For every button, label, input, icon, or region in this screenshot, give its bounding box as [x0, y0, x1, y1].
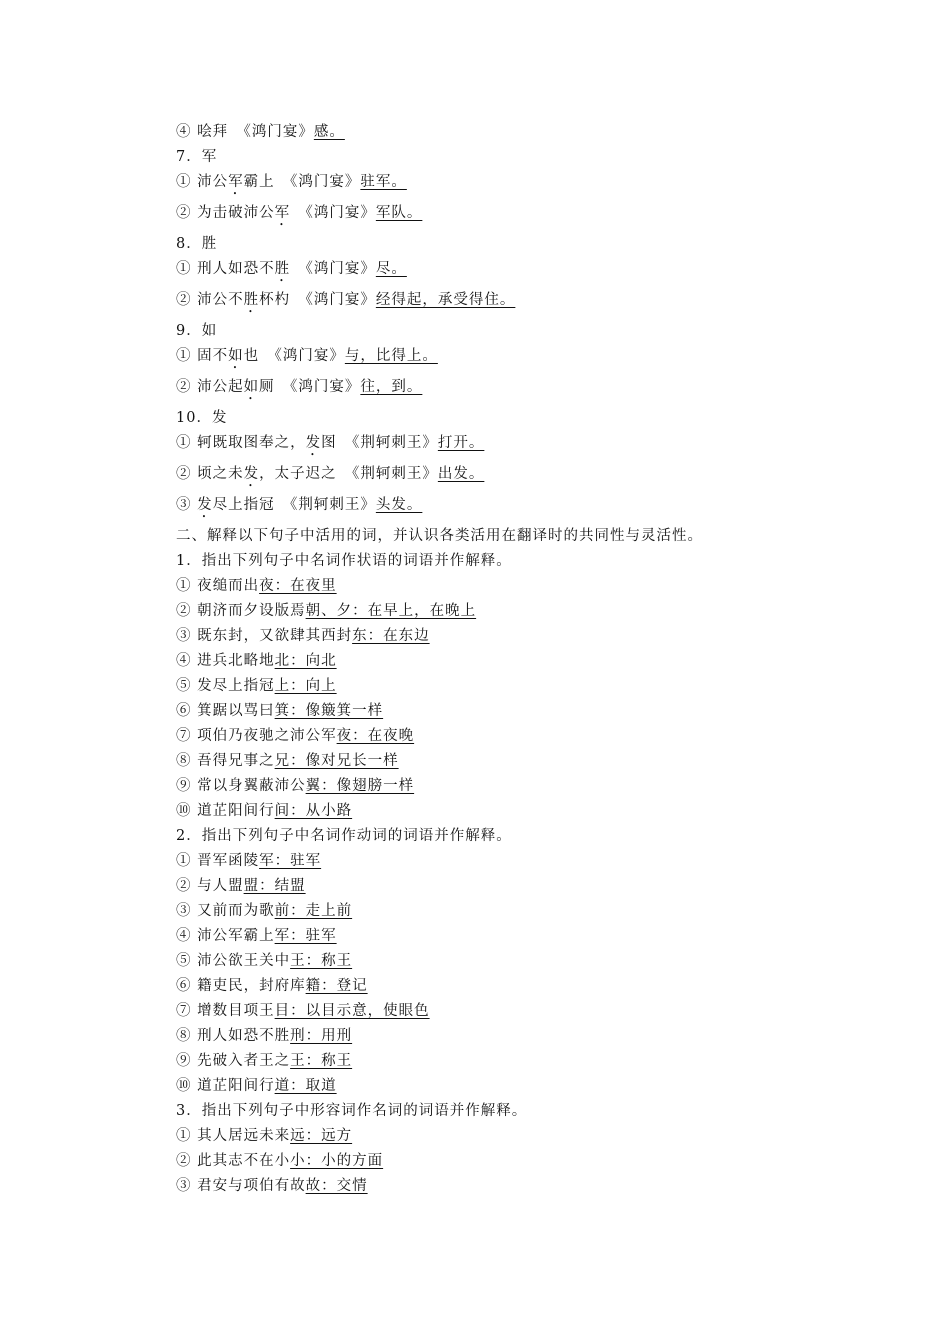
answer-text: 间：从小路 [274, 803, 353, 819]
text-line [176, 145, 876, 170]
text-line [176, 974, 876, 999]
line-text: 《鸿门宴》 [290, 261, 376, 277]
text-line [176, 493, 876, 524]
line-text: ③ [176, 497, 198, 513]
text-line [176, 749, 876, 774]
line-text: 10．发 [176, 410, 228, 426]
text-line [176, 344, 876, 375]
line-text: 厕 《鸿门宴》 [259, 379, 361, 395]
document-body [176, 120, 876, 1199]
text-line [176, 1174, 876, 1199]
line-text: ⑨ 先破入者王之 [176, 1053, 291, 1069]
text-line [176, 799, 876, 824]
text-line [176, 120, 876, 145]
answer-text: 箕：像簸箕一样 [274, 703, 384, 719]
dotted-key-character: 军 [228, 174, 244, 190]
line-text: ② 为击破沛公 [176, 205, 275, 221]
text-line [176, 1099, 876, 1124]
line-text: 也 《鸿门宴》 [243, 348, 345, 364]
answer-text: 东：在东边 [352, 628, 430, 644]
text-line [176, 462, 876, 493]
dotted-key-character: 如 [243, 379, 260, 395]
line-text: ⑥ 箕踞以骂曰 [176, 703, 275, 719]
answer-text: 军：驻军 [259, 853, 322, 869]
line-text: ① 固不 [176, 348, 229, 364]
line-text: 霸上 《鸿门宴》 [243, 174, 361, 190]
dotted-key-character: 如 [228, 348, 244, 364]
text-line [176, 949, 876, 974]
line-text: ④ 哙拜 《鸿门宴》 [176, 124, 314, 140]
text-line [176, 170, 876, 201]
line-text: 《鸿门宴》 [290, 205, 376, 221]
line-text: ⑧ 吾得兄事之 [176, 753, 275, 769]
answer-text: 王：称王 [290, 953, 353, 969]
line-text: 3．指出下列句子中形容词作名词的词语并作解释。 [176, 1103, 528, 1119]
text-line [176, 288, 876, 319]
answer-text: 盟：结盟 [243, 878, 306, 894]
text-line [176, 375, 876, 406]
text-line [176, 431, 876, 462]
text-line [176, 1074, 876, 1099]
line-text: ① 其人居远未来 [176, 1128, 291, 1144]
answer-text: 兄：像对兄长一样 [274, 753, 399, 769]
text-line [176, 849, 876, 874]
line-text: ② 此其志不在小 [176, 1153, 291, 1169]
answer-text: 出发。 [437, 466, 485, 482]
answer-text: 驻军。 [360, 174, 407, 190]
line-text: ④ 沛公军霸上 [176, 928, 275, 944]
answer-text: 往，到。 [360, 379, 423, 395]
line-text: ⑩ 道芷阳间行 [176, 803, 275, 819]
answer-text: 籍：登记 [305, 978, 368, 994]
line-text: ⑨ 常以身翼蔽沛公 [176, 778, 306, 794]
text-line [176, 874, 876, 899]
answer-text: 打开。 [437, 435, 485, 451]
text-line [176, 899, 876, 924]
line-text: ⑤ 发尽上指冠 [176, 678, 275, 694]
answer-text: 与，比得上。 [344, 348, 438, 364]
line-text: 8．胜 [176, 236, 218, 252]
line-text: ⑩ 道芷阳间行 [176, 1078, 275, 1094]
line-text: ③ 既东封，又欲肆其西封 [176, 628, 353, 644]
text-line [176, 257, 876, 288]
dotted-key-character: 军 [274, 205, 291, 221]
text-line [176, 599, 876, 624]
line-text: ③ 又前而为歌 [176, 903, 275, 919]
text-line [176, 624, 876, 649]
line-text: ② 朝济而夕设版焉 [176, 603, 306, 619]
answer-text: 感。 [313, 124, 345, 140]
line-text: ② 沛公起 [176, 379, 244, 395]
answer-text: 经得起，承受得住。 [375, 292, 516, 308]
line-text: ④ 进兵北略地 [176, 653, 275, 669]
text-line [176, 1024, 876, 1049]
line-text: 尽上指冠 《荆轲刺王》 [212, 497, 376, 513]
text-line [176, 699, 876, 724]
answer-text: 前：走上前 [274, 903, 353, 919]
answer-text: 朝、夕：在早上，在晚上 [305, 603, 477, 619]
line-text: 2．指出下列句子中名词作动词的词语并作解释。 [176, 828, 512, 844]
answer-text: 北：向北 [274, 653, 337, 669]
text-line [176, 674, 876, 699]
text-line [176, 406, 876, 431]
answer-text: 头发。 [375, 497, 423, 513]
dotted-key-character: 胜 [274, 261, 291, 277]
text-line [176, 549, 876, 574]
answer-text: 小：小的方面 [290, 1153, 384, 1169]
text-line [176, 724, 876, 749]
line-text: ① 夜缒而出 [176, 578, 260, 594]
line-text: ① 晋军函陵 [176, 853, 260, 869]
text-line [176, 319, 876, 344]
line-text: ⑤ 沛公欲王关中 [176, 953, 291, 969]
text-line [176, 824, 876, 849]
dotted-key-character: 发 [305, 435, 322, 451]
answer-text: 翼：像翅膀一样 [305, 778, 415, 794]
answer-text: 夜：在夜晚 [336, 728, 415, 744]
line-text: ⑧ 刑人如恐不胜 [176, 1028, 291, 1044]
text-line [176, 1149, 876, 1174]
dotted-key-character: 发 [243, 466, 260, 482]
text-line [176, 574, 876, 599]
text-line [176, 924, 876, 949]
line-text: ① 沛公 [176, 174, 229, 190]
line-text: ② 与人盟 [176, 878, 244, 894]
answer-text: 军：驻军 [274, 928, 337, 944]
line-text: 二、解释以下句子中活用的词，并认识各类活用在翻译时的共同性与灵活性。 [176, 528, 703, 544]
line-text: 9．如 [176, 323, 218, 339]
text-line [176, 201, 876, 232]
answer-text: 道：取道 [274, 1078, 337, 1094]
text-line [176, 232, 876, 257]
line-text: ① 轲既取图奉之， [176, 435, 306, 451]
answer-text: 军队。 [375, 205, 423, 221]
text-line [176, 524, 876, 549]
line-text: ③ 君安与项伯有故 [176, 1178, 306, 1194]
answer-text: 尽。 [375, 261, 407, 277]
line-text: ① 刑人如恐不 [176, 261, 275, 277]
text-line [176, 1049, 876, 1074]
text-line [176, 999, 876, 1024]
answer-text: 故：交情 [305, 1178, 368, 1194]
text-line [176, 1124, 876, 1149]
dotted-key-character: 胜 [243, 292, 260, 308]
line-text: ② 顷之未 [176, 466, 244, 482]
line-text: ⑦ 项伯乃夜驰之沛公军 [176, 728, 337, 744]
line-text: ⑦ 增数目项王 [176, 1003, 275, 1019]
answer-text: 目：以目示意，使眼色 [274, 1003, 430, 1019]
line-text: 1．指出下列句子中名词作状语的词语并作解释。 [176, 553, 512, 569]
text-line [176, 774, 876, 799]
line-text: ，太子迟之 《荆轲刺王》 [259, 466, 438, 482]
line-text: 杯杓 《鸿门宴》 [259, 292, 376, 308]
line-text: ⑥ 籍吏民，封府库 [176, 978, 306, 994]
line-text: 7．军 [176, 149, 218, 165]
answer-text: 王：称王 [290, 1053, 353, 1069]
line-text: ② 沛公不 [176, 292, 244, 308]
answer-text: 远：远方 [290, 1128, 353, 1144]
dotted-key-character: 发 [197, 497, 213, 513]
answer-text: 上：向上 [274, 678, 337, 694]
text-line [176, 649, 876, 674]
line-text: 图 《荆轲刺王》 [321, 435, 438, 451]
answer-text: 刑：用刑 [290, 1028, 353, 1044]
answer-text: 夜：在夜里 [259, 578, 337, 594]
